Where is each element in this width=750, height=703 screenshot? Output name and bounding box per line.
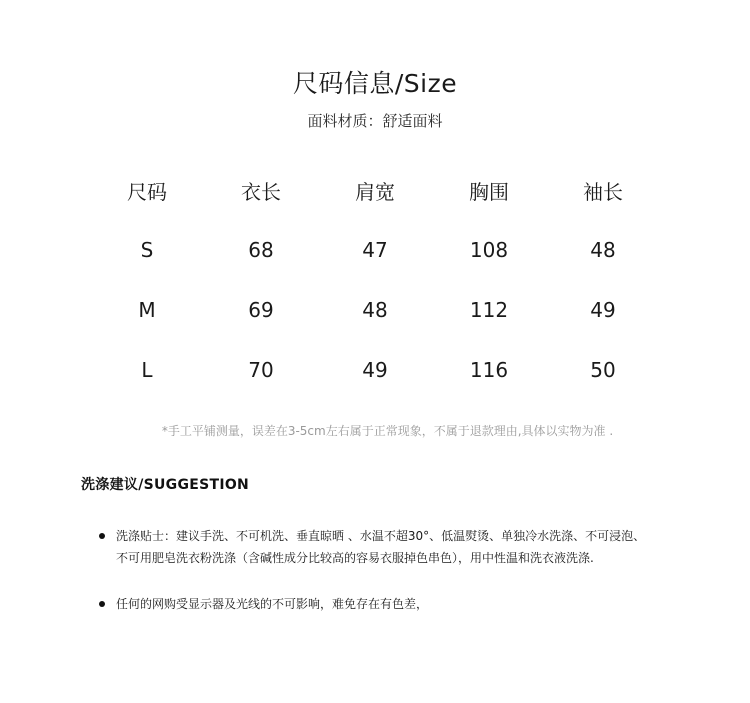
measurement-note: *手工平铺测量，误差在3-5cm左右属于正常现象，不属于退款理由,具体以实物为准 . bbox=[161, 424, 614, 438]
table-cell: 108 bbox=[469, 238, 509, 262]
table-cell: 48 bbox=[362, 298, 388, 322]
table-cell: 116 bbox=[469, 358, 509, 382]
table-header-row bbox=[90, 160, 660, 220]
column-header: 肩宽 bbox=[355, 179, 395, 204]
table-cell: 50 bbox=[590, 358, 616, 382]
table-cell: 48 bbox=[590, 238, 616, 262]
table-cell: 47 bbox=[362, 238, 388, 262]
bullet-dot-icon bbox=[99, 533, 105, 539]
suggestion-list bbox=[96, 525, 736, 615]
bullet-dot-icon bbox=[99, 601, 105, 607]
table-cell: 70 bbox=[248, 358, 274, 382]
table-cell: M bbox=[138, 298, 156, 322]
size-table bbox=[90, 160, 660, 400]
table-cell: 49 bbox=[590, 298, 616, 322]
table-row bbox=[90, 220, 660, 280]
table-row bbox=[90, 340, 660, 400]
column-header: 尺码 bbox=[127, 179, 167, 204]
column-header: 袖长 bbox=[583, 179, 623, 204]
table-cell: L bbox=[141, 358, 153, 382]
table-cell: 69 bbox=[248, 298, 274, 322]
suggestion-title: 洗涤建议/SUGGESTION bbox=[81, 477, 250, 493]
page-title: 尺码信息/Size bbox=[292, 69, 458, 98]
column-header: 衣长 bbox=[241, 179, 281, 204]
table-cell: 68 bbox=[248, 238, 274, 262]
washing-tips-line: 洗涤贴士：建议手洗、不可机洗、垂直晾晒 、水温不超30°、低温熨烫、单独冷水洗涤、不可浸泡、 bbox=[116, 529, 646, 543]
washing-tips-line: 不可用肥皂洗衣粉洗涤（含碱性成分比较高的容易衣服掉色串色），用中性温和洗衣液洗涤. bbox=[116, 551, 594, 565]
fabric-material: 面料材质：舒适面料 bbox=[307, 112, 443, 130]
list-item bbox=[96, 593, 736, 615]
color-difference-note: 任何的网购受显示器及光线的不可影响，难免存在有色差， bbox=[116, 597, 429, 611]
table-cell: 49 bbox=[362, 358, 388, 382]
table-cell: 112 bbox=[469, 298, 509, 322]
table-row bbox=[90, 280, 660, 340]
table-cell: S bbox=[140, 238, 154, 262]
list-item bbox=[96, 525, 736, 569]
column-header: 胸围 bbox=[469, 179, 509, 204]
